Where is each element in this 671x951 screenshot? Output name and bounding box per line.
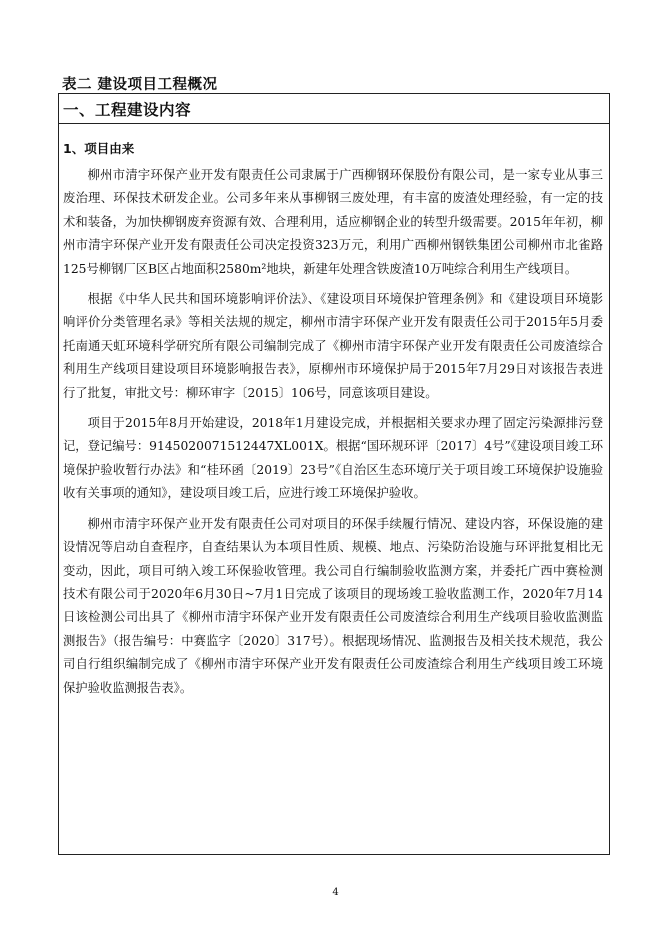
paragraph-2: 根据《中华人民共和国环境影响评价法》、《建设项目环境保护管理条例》和《建设项目环境影响评价分类管理名录》等相关法规的规定，柳州市清宇环保产业开发有限责任公司于2015年5月委托南通天虹环境科学研究所有限公司编制完成了《柳州市清宇环保产业开发有限责任公司废渣综合利用生产线项目建设项目环境影响报告表》，原柳州市环境保护局于2015年7月29日对该报告表进行了批复，审批文号：柳环审字〔2015〕106号，同意该项目建设。 [63,292,603,400]
content-frame [58,93,610,855]
paragraph-1: 柳州市清宇环保产业开发有限责任公司隶属于广西柳钢环保股份有限公司，是一家专业从事三废治理、环保技术研发企业。公司多年来从事柳钢三废处理，有丰富的废渣处理经验，有一定的技术和装备，为加快柳钢废弃资源有效、合理利用，适应柳钢企业的转型升级需要。2015年年初，柳州市清宇环保产业开发有限责任公司决定投资323万元，利用广西柳州钢铁集团公司柳州市北雀路125号柳钢厂区B区占地面积2580m²地块，新建年处理含铁废渣10万吨综合利用生产线项目。 [63,168,603,276]
paragraph-3: 项目于2015年8月开始建设，2018年1月建设完成，并根据相关要求办理了固定污染源排污登记，登记编号：9145020071512447XL001X。根据“国环规环评〔2017〕4号”《建设项目竣工环境保护验收暂行办法》和“桂环函〔2019〕23号”《自治区生态环境厅关于项目竣工环境保护设施验收有关事项的通知》，建设项目竣工后，应进行竣工环境保护验收。 [63,416,603,501]
section-header-bar [59,94,609,124]
table-title: 表二 建设项目工程概况 [62,77,218,93]
body-text [63,164,603,707]
subsection-heading: 1、项目由来 [63,141,135,156]
section-heading: 一、工程建设内容 [63,101,192,119]
paragraph-4: 柳州市清宇环保产业开发有限责任公司对项目的环保手续履行情况、建设内容，环保设施的建设情况等启动自查程序，自查结果认为本项目性质、规模、地点、污染防治设施与环评批复相比无变动，因此，项目可纳入竣工环保验收管理。我公司自行编制验收监测方案，并委托广西中赛检测技术有限公司于2020年6月30日~7月1日完成了该项目的现场竣工验收监测工作，2020年7月14日该检测公司出具了《柳州市清宇环保产业开发有限责任公司废渣综合利用生产线项目验收监测监测报告》（报告编号：中赛监字〔2020〕317号）。根据现场情况、监测报告及相关技术规范，我公司自行组织编制完成了《柳州市清宇环保产业开发有限责任公司废渣综合利用生产线项目竣工环境保护验收监测报告表》。 [63,516,603,695]
page-number: 4 [332,887,339,898]
